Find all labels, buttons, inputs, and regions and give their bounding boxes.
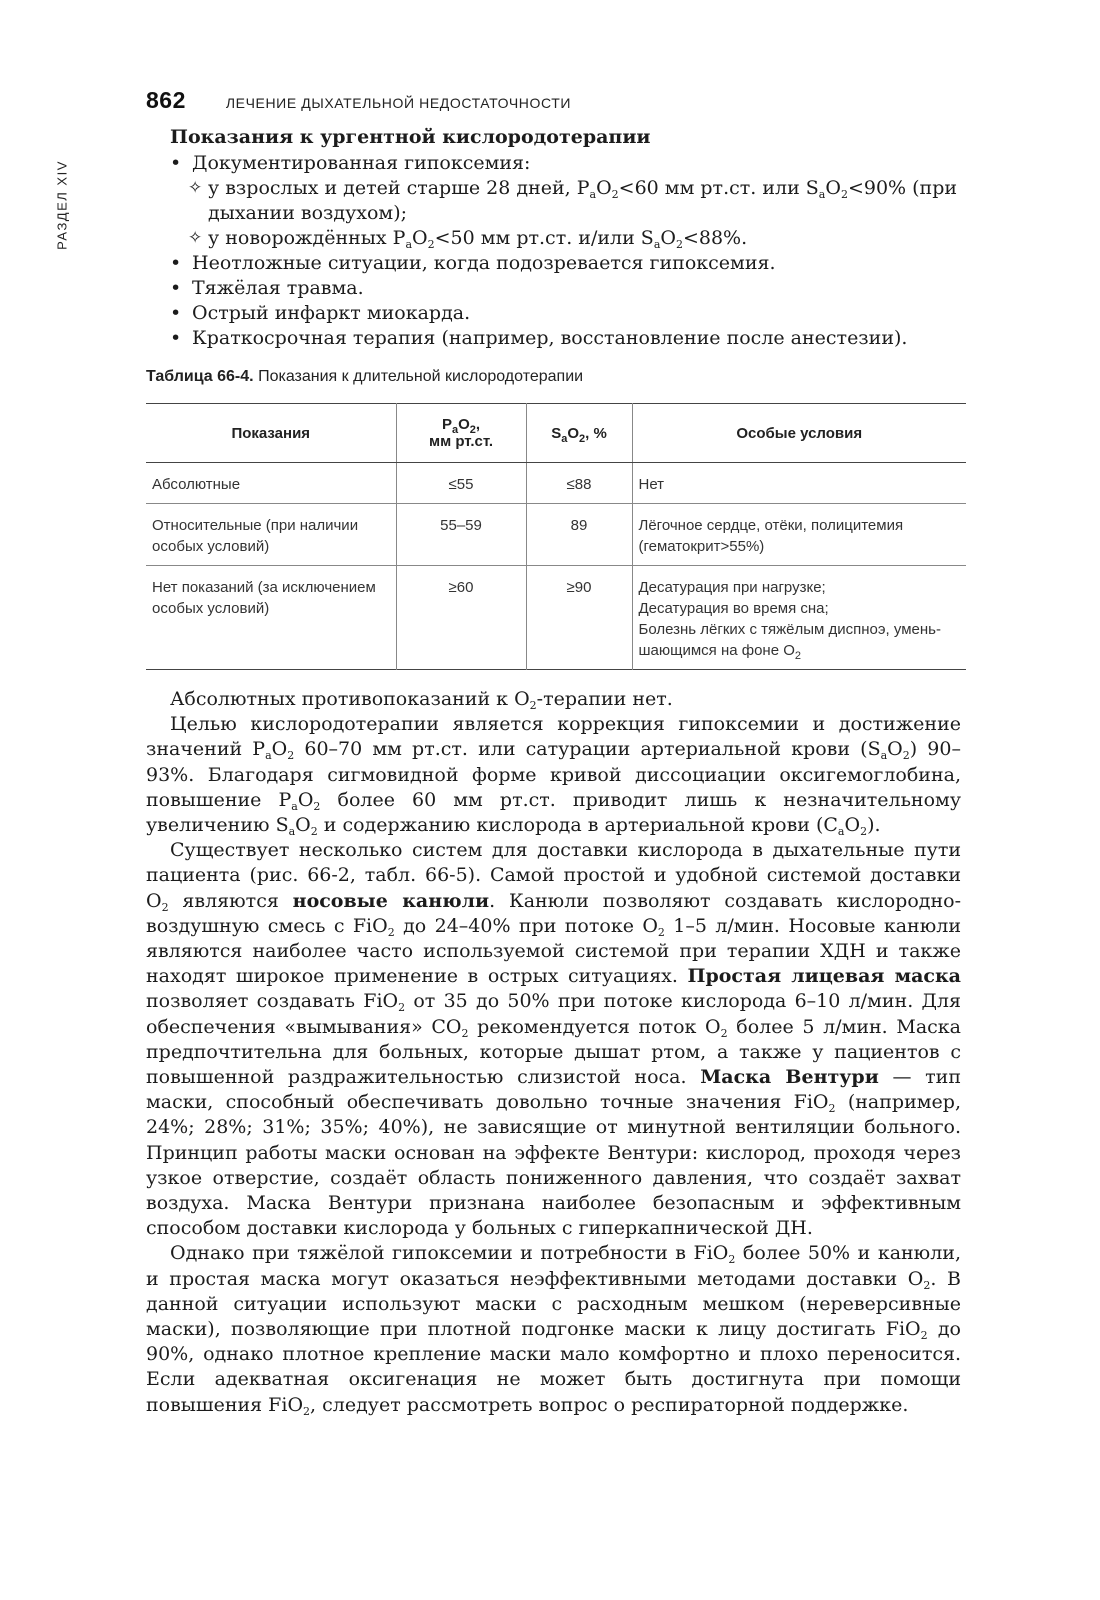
sub-item-adults-cont: дыхании воздухом); [208,202,408,224]
section-side-label: РАЗДЕЛ XIV [54,160,70,250]
paragraph-contraindications: Абсолютных противопоказаний к $O_2$-терапии нет. [170,688,673,712]
term-nasal-cannula: носовые канюли [292,889,490,912]
diamond-bullet-icon: ✧ [188,178,203,198]
bullet-item: • Краткосрочная терапия (например, восстановление после анестезии). [170,326,965,351]
cell-pao2: ≥60 [396,566,526,670]
urgent-indications-section [170,125,965,351]
condition-line: Десатурация во время сна; [638,600,829,617]
body-text [146,687,961,1418]
page-number: 862 [146,87,186,113]
header-conditions: Особые условия [632,404,966,463]
condition-line: Болезнь лёгких с тяжёлым диспноэ, умень- [638,621,941,638]
cell-pao2: 55–59 [396,504,526,566]
bullet-item: • Острый инфаркт миокарда. [170,301,965,326]
header-pao2: $P_aO_2$, мм рт.ст. [396,404,526,463]
condition-line: шающимся на фоне $O_2$ [638,642,802,662]
sub-item-adults: ✧ у взрослых и детей старше 28 дней, $P_aO_2<60$ мм рт.ст. или $S_aO_2<90\%$ (при [188,177,958,201]
cell-conditions: Лёгочное сердце, отёки, полицитемия (гематокрит>55%) [632,504,966,566]
term-venturi-mask: Маска Вентури [700,1066,879,1089]
diamond-bullet-icon: ✧ [188,228,203,248]
table-row [146,504,966,566]
long-term-oxygen-table [146,403,966,670]
table-row [146,463,966,504]
table-row [146,566,966,670]
cell-indication: Нет показаний (за исключением особых условий) [146,566,396,670]
page-header [146,87,966,114]
paragraph-goal: Целью кислородотерапии является коррекция гипоксемии и достижение значений $P_aO_2$ 60–70 мм рт.ст. или сатурации артериальной крови $(S_aO_2)$ 90–93%. Благодаря сигмовидной форме кривой диссоциации оксигемоглобина, повышение $P_aO_2$ более 60 мм рт.ст. приводит лишь к незначительному увеличению $S_aO_2$ и содержанию кислорода в артериальной крови $(C_aO_2)$. [146,713,961,839]
cell-conditions: Нет [632,463,966,504]
bullet-item: • Документированная гипоксемия: [170,151,965,176]
bullet-item: • Неотложные ситуации, когда подозревается гипоксемия. [170,251,965,276]
cell-sao2: 89 [526,504,632,566]
cell-sao2: ≥90 [526,566,632,670]
sub-item-newborns: ✧ у новорождённых $P_aO_2<50$ мм рт.ст. и/или $S_aO_2<88\%$. [188,227,748,251]
paragraph-severe-hypoxemia: Однако при тяжёлой гипоксемии и потребности в FiO$_2$ более 50% и канюли, и простая маска могут оказаться неэффективными методами доставки $O_2$. В данной ситуации используют маски с расходным мешком (нереверсивные маски), позволяющие при плотной подгонке маски к лицу достигать FiO$_2$ до 90%, однако плотное крепление маски мало комфортно и плохо переносится. Если адекватная оксигенация не может быть достигнута при помощи повышения FiO$_2$, следует рассмотреть вопрос о респираторной поддержке. [146,1242,961,1418]
table-caption [146,368,966,386]
cell-indication: Абсолютные [146,463,396,504]
paragraph-delivery-systems: Существует несколько систем для доставки кислорода в дыхательные пути пациента (рис. 66-2, табл. 66-5). Самой простой и удобной системой доставки $O_2$ являются носовые канюли. Канюли позволяют создавать кислородно-воздушную смесь с FiO$_2$ до 24–40% при потоке $O_2$ 1–5 л/мин. Носовые канюли являются наиболее часто используемой системой при терапии ХДН и также находят широкое применение в острых ситуациях. Простая лицевая маска позволяет создавать FiO$_2$ от 35 до 50% при потоке кислорода 6–10 л/мин. Для обеспечения «вымывания» $CO_2$ рекомендуется поток $O_2$ более 5 л/мин. Маска предпочтительна для больных, которые дышат ртом, а также у пациентов с повышенной раздражительностью слизистой носа. Маска Вентури — тип маски, способный обеспечивать довольно точные значения FiO$_2$ (например, 24%; 28%; 31%; 35%; 40%), не зависящие от минутной вентиляции больного. Принцип работы маски основан на эффекте Вентури: кислород, проходя через узкое отверстие, создаёт область пониженного давления, что создаёт захват воздуха. Маска Вентури признана наиболее безопасным и эффективным способом доставки кислорода у больных с гиперкапнической ДН. [146,839,961,1240]
running-head: ЛЕЧЕНИЕ ДЫХАТЕЛЬНОЙ НЕДОСТАТОЧНОСТИ [225,95,572,111]
cell-sao2: ≤88 [526,463,632,504]
cell-pao2: ≤55 [396,463,526,504]
table-caption-label: Таблица 66-4. [146,368,254,385]
table-caption-text: Показания к длительной кислородотерапии [258,368,584,385]
section-title: Показания к ургентной кислородотерапии [170,126,651,148]
bullet-item: • Тяжёлая травма. [170,276,965,301]
table-header-row [146,404,966,463]
term-simple-face-mask: Простая лицевая маска [687,965,961,988]
cell-indication: Относительные (при наличии особых условий) [146,504,396,566]
header-indications: Показания [146,404,396,463]
header-sao2: $S_aO_2$, % [526,404,632,463]
condition-line: Десатурация при нагрузке; [638,579,826,596]
cell-conditions [632,566,966,670]
